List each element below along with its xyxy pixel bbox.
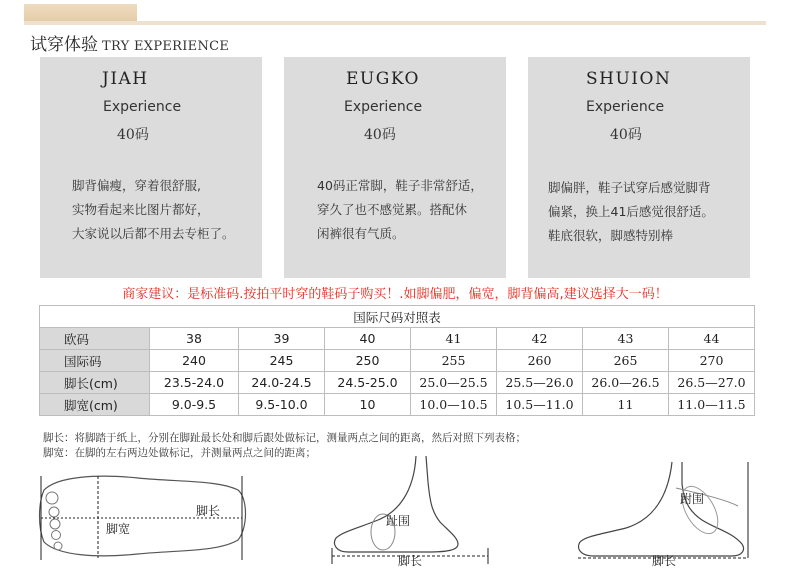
table-row xyxy=(40,394,755,416)
review-text xyxy=(548,176,714,248)
review-text xyxy=(317,174,483,246)
review-brand: SHUION xyxy=(586,69,672,89)
size-chart-table xyxy=(39,305,755,416)
table-cell: 40 xyxy=(325,328,411,350)
review-brand: EUGKO xyxy=(346,69,420,89)
table-cell: 25.0—25.5 xyxy=(411,372,497,394)
foot-side-toe-diagram xyxy=(328,452,503,568)
table-cell: 11 xyxy=(583,394,669,416)
table-cell: 9.5-10.0 xyxy=(239,394,325,416)
table-cell: 25.5—26.0 xyxy=(497,372,583,394)
review-card-eugko xyxy=(284,57,506,278)
table-cell: 250 xyxy=(325,350,411,372)
review-experience: Experience xyxy=(344,99,423,115)
foot-side-instep-diagram xyxy=(572,458,757,568)
row-label: 欧码 xyxy=(40,328,150,350)
table-cell: 245 xyxy=(239,350,325,372)
table-row xyxy=(40,372,755,394)
toe-circumference-label: 趾围 xyxy=(386,514,411,528)
note-foot-width: 脚宽：在脚的左右两边处做标记，并测量两点之间的距离； xyxy=(43,447,316,459)
note-foot-length: 脚长：将脚踏于纸上，分别在脚趾最长处和脚后跟处做标记，测量两点之间的距离，然后对照下列表格； xyxy=(43,432,526,444)
table-cell: 26.5—27.0 xyxy=(669,372,755,394)
review-line: 闲裤很有气质。 xyxy=(317,226,405,241)
table-cell: 41 xyxy=(411,328,497,350)
section-title-cn: 试穿体验 xyxy=(30,35,98,55)
review-line: 实物看起来比图片都好， xyxy=(72,202,210,217)
review-line: 鞋底很软，脚感特别棒 xyxy=(548,228,674,243)
review-line: 穿久了也不感觉累。搭配休 xyxy=(317,202,468,217)
table-cell: 9.0-9.5 xyxy=(150,394,239,416)
foot-length-label: 脚长 xyxy=(652,554,677,568)
foot-length-label: 脚长 xyxy=(398,554,423,568)
table-cell: 39 xyxy=(239,328,325,350)
review-experience: Experience xyxy=(103,99,182,115)
table-cell: 26.0—26.5 xyxy=(583,372,669,394)
table-row xyxy=(40,350,755,372)
table-cell: 270 xyxy=(669,350,755,372)
review-text xyxy=(72,174,235,246)
table-cell: 240 xyxy=(150,350,239,372)
table-cell: 255 xyxy=(411,350,497,372)
table-cell: 44 xyxy=(669,328,755,350)
review-line: 脚偏胖，鞋子试穿后感觉脚背 xyxy=(548,180,711,195)
row-label: 国际码 xyxy=(40,350,150,372)
row-label: 脚宽(cm) xyxy=(40,394,150,416)
table-cell: 11.0—11.5 xyxy=(669,394,755,416)
review-size: 40码 xyxy=(610,127,642,143)
table-cell: 23.5-24.0 xyxy=(150,372,239,394)
section-title xyxy=(30,30,229,55)
review-line: 脚背偏瘦，穿着很舒服, xyxy=(72,178,201,193)
foot-width-label: 脚宽 xyxy=(106,522,131,536)
foot-top-view-diagram xyxy=(38,468,253,568)
header-divider xyxy=(24,21,766,25)
table-cell: 10.5—11.0 xyxy=(497,394,583,416)
review-size: 40码 xyxy=(364,127,396,143)
table-cell: 24.0-24.5 xyxy=(239,372,325,394)
review-card-shuion xyxy=(528,57,750,278)
review-brand: JIAH xyxy=(102,69,149,89)
review-line: 大家说以后都不用去专柜了。 xyxy=(72,226,235,241)
table-cell: 260 xyxy=(497,350,583,372)
table-cell: 10.0—10.5 xyxy=(411,394,497,416)
review-size: 40码 xyxy=(117,127,149,143)
review-card-jiah xyxy=(40,57,262,278)
foot-length-label: 脚长 xyxy=(196,504,221,518)
section-title-en: TRY EXPERIENCE xyxy=(102,39,230,54)
merchant-advice: 商家建议：是标准码.按拍平时穿的鞋码子购买！.如脚偏肥，偏宽，脚背偏高,建议选择大一码！ xyxy=(122,287,668,302)
table-cell: 38 xyxy=(150,328,239,350)
table-cell: 42 xyxy=(497,328,583,350)
instep-circumference-label: 跗围 xyxy=(680,492,705,506)
table-cell: 24.5-25.0 xyxy=(325,372,411,394)
review-line: 40码正常脚，鞋子非常舒适， xyxy=(317,178,483,193)
foot-outline-icon xyxy=(38,468,253,568)
foot-side-icon xyxy=(328,452,503,568)
review-line: 偏紧，换上41后感觉很舒适。 xyxy=(548,204,714,219)
size-chart-title: 国际尺码对照表 xyxy=(40,306,755,328)
table-cell: 43 xyxy=(583,328,669,350)
review-experience: Experience xyxy=(586,99,665,115)
row-label: 脚长(cm) xyxy=(40,372,150,394)
table-row xyxy=(40,328,755,350)
table-cell: 265 xyxy=(583,350,669,372)
table-cell: 10 xyxy=(325,394,411,416)
